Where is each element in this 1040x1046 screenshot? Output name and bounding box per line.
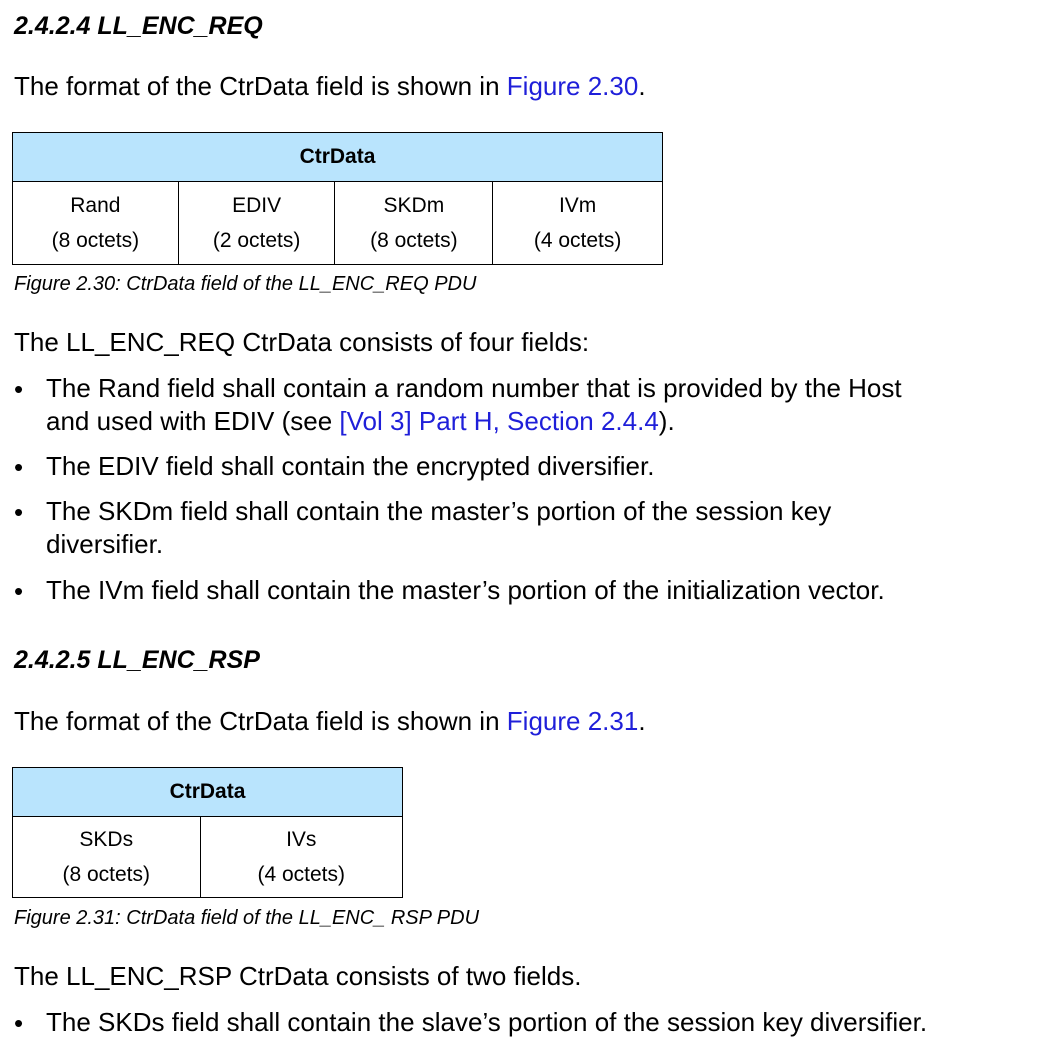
figure-link-2-30[interactable]: Figure 2.30 <box>506 71 639 101</box>
table-header: CtrData <box>13 133 663 182</box>
vol3-part-h-link[interactable]: [Vol 3] Part H, Section 2.4.4 <box>339 406 659 436</box>
field-size: (8 octets) <box>51 229 140 252</box>
intro-text: The format of the CtrData field is shown in <box>14 706 507 736</box>
summary-paragraph-req: The LL_ENC_REQ CtrData consists of four fields: <box>14 327 590 357</box>
intro-period: . <box>638 706 646 736</box>
bullet-skdm <box>46 495 831 561</box>
bullet-text: ). <box>658 406 675 436</box>
intro-text: The format of the CtrData field is shown in <box>14 71 507 101</box>
bullet-icon: • <box>14 452 24 482</box>
intro-period: . <box>638 71 646 101</box>
section-heading-ll-enc-req: 2.4.2.4 LL_ENC_REQ <box>14 12 263 40</box>
bullet-ediv: The EDIV field shall contain the encrypted diversifier. <box>46 451 655 481</box>
field-name: SKDs <box>79 828 134 851</box>
bullet-line: diversifier. <box>46 529 164 559</box>
bullet-rand <box>46 372 902 438</box>
bullet-icon: • <box>14 576 24 606</box>
bullet-line <box>46 405 902 438</box>
field-size: (8 octets) <box>62 863 151 886</box>
ctrdata-table-req <box>12 132 663 265</box>
bullet-line: The Rand field shall contain a random number that is provided by the Host <box>46 373 902 403</box>
bullet-icon: • <box>14 1008 24 1038</box>
table-cell-ivm <box>493 182 663 265</box>
figure-link-2-31[interactable]: Figure 2.31 <box>506 706 639 736</box>
bullet-skds: The SKDs field shall contain the slave’s portion of the session key diversifier. <box>46 1007 928 1037</box>
field-name: SKDm <box>383 194 445 217</box>
field-size: (4 octets) <box>257 863 346 886</box>
bullet-icon: • <box>14 497 24 527</box>
field-name: IVs <box>286 828 317 851</box>
bullet-text: and used with EDIV (see <box>46 406 340 436</box>
bullet-line: The SKDm field shall contain the master’s portion of the session key <box>46 496 832 526</box>
ctrdata-table-rsp <box>12 767 403 898</box>
intro-paragraph-rsp <box>14 706 646 737</box>
bullet-icon: • <box>14 374 24 404</box>
field-name: Rand <box>70 194 121 217</box>
field-size: (8 octets) <box>370 229 458 252</box>
table-cell-ediv <box>178 182 335 265</box>
summary-paragraph-rsp: The LL_ENC_RSP CtrData consists of two fields. <box>14 961 582 991</box>
table-cell-skdm <box>335 182 493 265</box>
field-size: (4 octets) <box>533 229 622 252</box>
section-heading-ll-enc-rsp: 2.4.2.5 LL_ENC_RSP <box>14 646 260 674</box>
table-cell-ivs <box>200 817 402 898</box>
field-name: IVm <box>558 194 597 217</box>
figure-caption-2-31: Figure 2.31: CtrData field of the LL_ENC_ RSP PDU <box>14 907 480 929</box>
intro-paragraph-req <box>14 71 646 102</box>
table-cell-skds <box>13 817 201 898</box>
bullet-ivm: The IVm field shall contain the master’s portion of the initialization vector. <box>46 575 885 605</box>
field-name: EDIV <box>232 194 282 217</box>
field-size: (2 octets) <box>212 229 301 252</box>
figure-caption-2-30: Figure 2.30: CtrData field of the LL_ENC_REQ PDU <box>14 273 477 295</box>
table-cell-rand <box>13 182 179 265</box>
table-header: CtrData <box>13 768 403 817</box>
